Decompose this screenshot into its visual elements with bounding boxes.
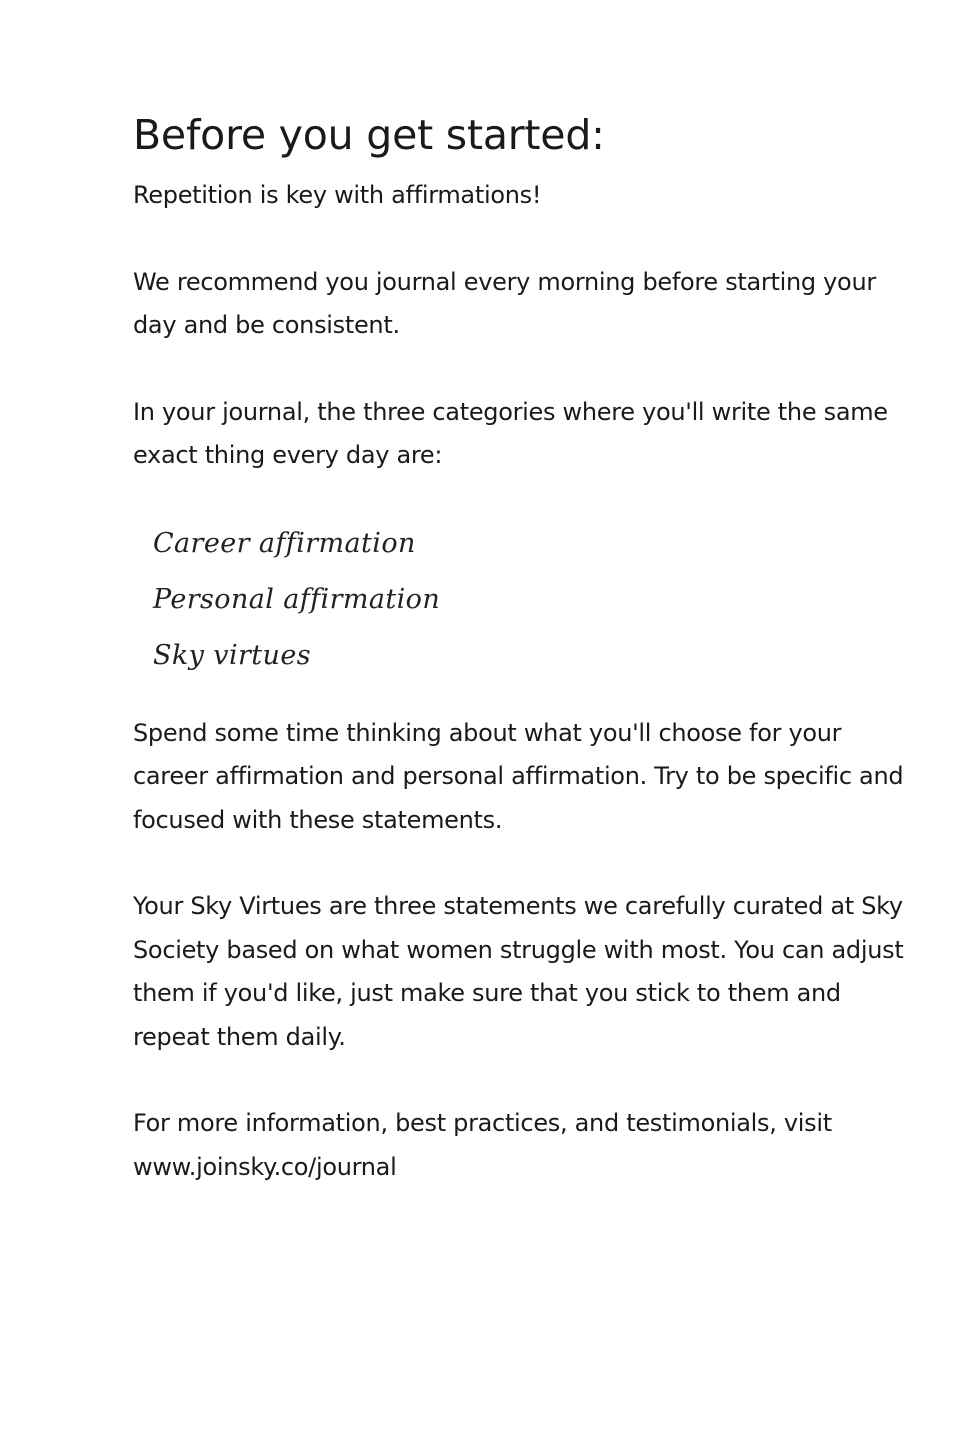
category-item-virtues: Sky virtues bbox=[153, 639, 311, 671]
recommendation-paragraph: We recommend you journal every morning before starting your day and be consistent. bbox=[133, 267, 876, 339]
intro-paragraph: Repetition is key with affirmations! bbox=[133, 181, 542, 209]
category-item-personal: Personal affirmation bbox=[153, 583, 441, 615]
document-page bbox=[133, 108, 923, 1189]
more-info-paragraph: For more information, best practices, and testimonials, visit www.joinsky.co/journal bbox=[133, 1109, 832, 1181]
category-item-career: Career affirmation bbox=[153, 527, 416, 559]
categories-intro-paragraph: In your journal, the three categories where you'll write the same exact thing every day are: bbox=[133, 397, 888, 469]
sky-virtues-paragraph: Your Sky Virtues are three statements we carefully curated at Sky Society based on what women struggle with most. You can adjust them if you'd like, just make sure that you stick to them and repeat them daily. bbox=[133, 892, 904, 1051]
page-title: Before you get started: bbox=[133, 111, 605, 159]
affirmation-guidance-paragraph: Spend some time thinking about what you'll choose for your career affirmation and personal affirmation. Try to be specific and focused with these statements. bbox=[133, 718, 904, 834]
category-list bbox=[153, 516, 923, 684]
